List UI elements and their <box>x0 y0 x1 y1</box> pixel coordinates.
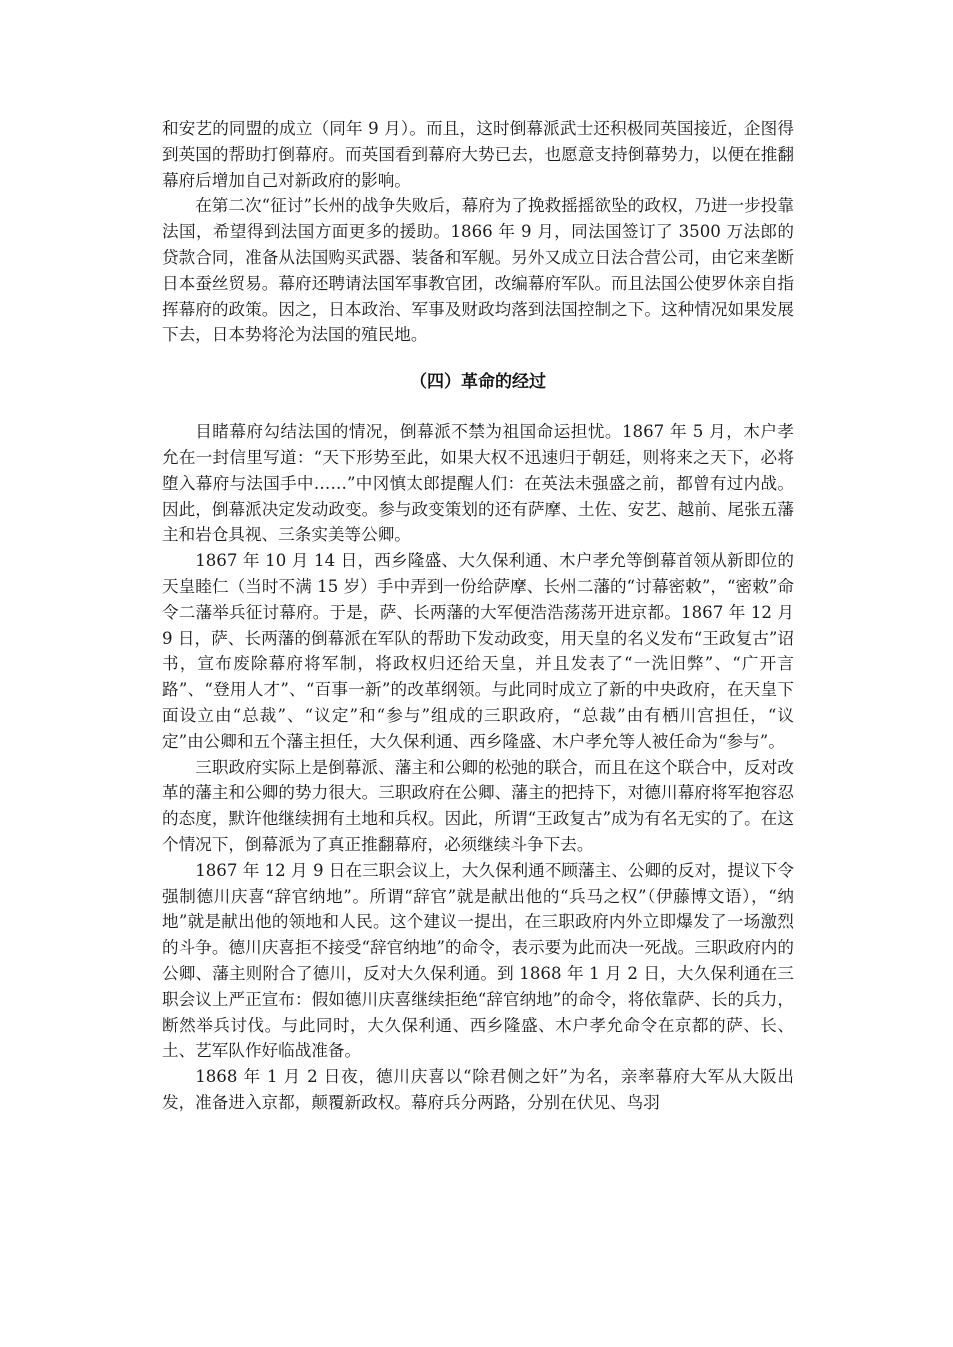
paragraph-coup-planning: 目睹幕府勾结法国的情况，倒幕派不禁为祖国命运担忧。1867 年 5 月，木户孝允在一封信里写道：“天下形势至此，如果大权不迅速归于朝廷，则将来之天下，必将堕入幕府与法国手中……”中冈慎太郎提醒人们：在英法未强盛之前，都曾有过内战。因此，倒幕派决定发动政变。参与政变策划的还有萨摩、土佐、安艺、越前、尾张五藩主和岩仓具视、三条实美等公卿。 <box>162 422 794 545</box>
paragraph-three-offices: 三职政府实际上是倒幕派、藩主和公卿的松弛的联合，而且在这个联合中，反对改革的藩主和公卿的势力很大。三职政府在公卿、藩主的把持下，对德川幕府将军抱容忍的态度，默许他继续拥有土地和兵权。因此，所谓“王政复古”成为有名无实的了。在这个情况下，倒幕派为了真正推翻幕府，必须继续斗争下去。 <box>162 757 794 854</box>
paragraph-march-on-kyoto: 1868 年 1 月 2 日夜，德川庆喜以“除君侧之奸”为名，亲率幕府大军从大阪出发，准备进入京都，颠覆新政权。幕府兵分两路，分别在伏见、鸟羽 <box>162 1067 794 1112</box>
paragraph-restoration-decree: 1867 年 10 月 14 日，西乡隆盛、大久保利通、木户孝允等倒幕首领从新即位的天皇睦仁（当时不满 15 岁）手中弄到一份给萨摩、长州二藩的“讨幕密敕”，“密敕”命令二藩举兵征讨幕府。于是，萨、长两藩的大军便浩浩荡荡开进京都。1867 年 12 月 9 日，萨、长两藩的倒幕派在军队的帮助下发动政变，用天皇的名义发布“王政复古”诏书，宣布废除幕府将军制，将政权归还给天皇，并且发表了“一洗旧弊”、“广开言路”、“登用人才”、“百事一新”的改革纲领。与此同时成立了新的中央政府，在天皇下面设立由“总裁”、“议定”和“参与”组成的三职政府，“总裁”由有栖川宫担任，“议定”由公卿和五个藩主担任，大久保利通、西乡隆盛、木户孝允等人被任命为“参与”。 <box>162 551 794 751</box>
document-page <box>162 116 794 1116</box>
paragraph-resign-surrender: 1867 年 12 月 9 日在三职会议上，大久保利通不顾藩主、公卿的反对，提议下令强制德川庆喜“辞官纳地”。所谓“辞官”就是献出他的“兵马之权”（伊藤博文语），“纳地”就是献出他的领地和人民。这个建议一提出，在三职政府内外立即爆发了一场激烈的斗争。德川庆喜拒不接受“辞官纳地”的命令，表示要为此而决一死战。三职政府内的公卿、藩主则附合了德川，反对大久保利通。到 1868 年 1 月 2 日，大久保利通在三职会议上严正宣布：假如德川庆喜继续拒绝“辞官纳地”的命令，将依靠萨、长的兵力，断然举兵讨伐。与此同时，大久保利通、西乡隆盛、木户孝允命令在京都的萨、长、土、艺军队作好临战准备。 <box>162 860 794 1061</box>
paragraph-continued: 和安艺的同盟的成立（同年 9 月）。而且，这时倒幕派武士还积极同英国接近，企图得到英国的帮助打倒幕府。而英国看到幕府大势已去，也愿意支持倒幕势力，以便在推翻幕府后增加自己对新政府的影响。 <box>162 119 794 190</box>
section-heading: （四）革命的经过 <box>410 372 546 393</box>
paragraph-france-alliance: 在第二次“征讨”长州的战争失败后，幕府为了挽救摇摇欲坠的政权，乃进一步投靠法国，希望得到法国方面更多的援助。1866 年 9 月，同法国签订了 3500 万法郎的贷款合同，准备从法国购买武器、装备和军舰。另外又成立日法合营公司，由它来垄断日本蚕丝贸易。幕府还聘请法国军事教官团，改编幕府军队。而且法国公使罗休亲自指挥幕府的政策。因之，日本政治、军事及财政均落到法国控制之下。这种情况如果发展下去，日本势将沦为法国的殖民地。 <box>162 196 794 345</box>
